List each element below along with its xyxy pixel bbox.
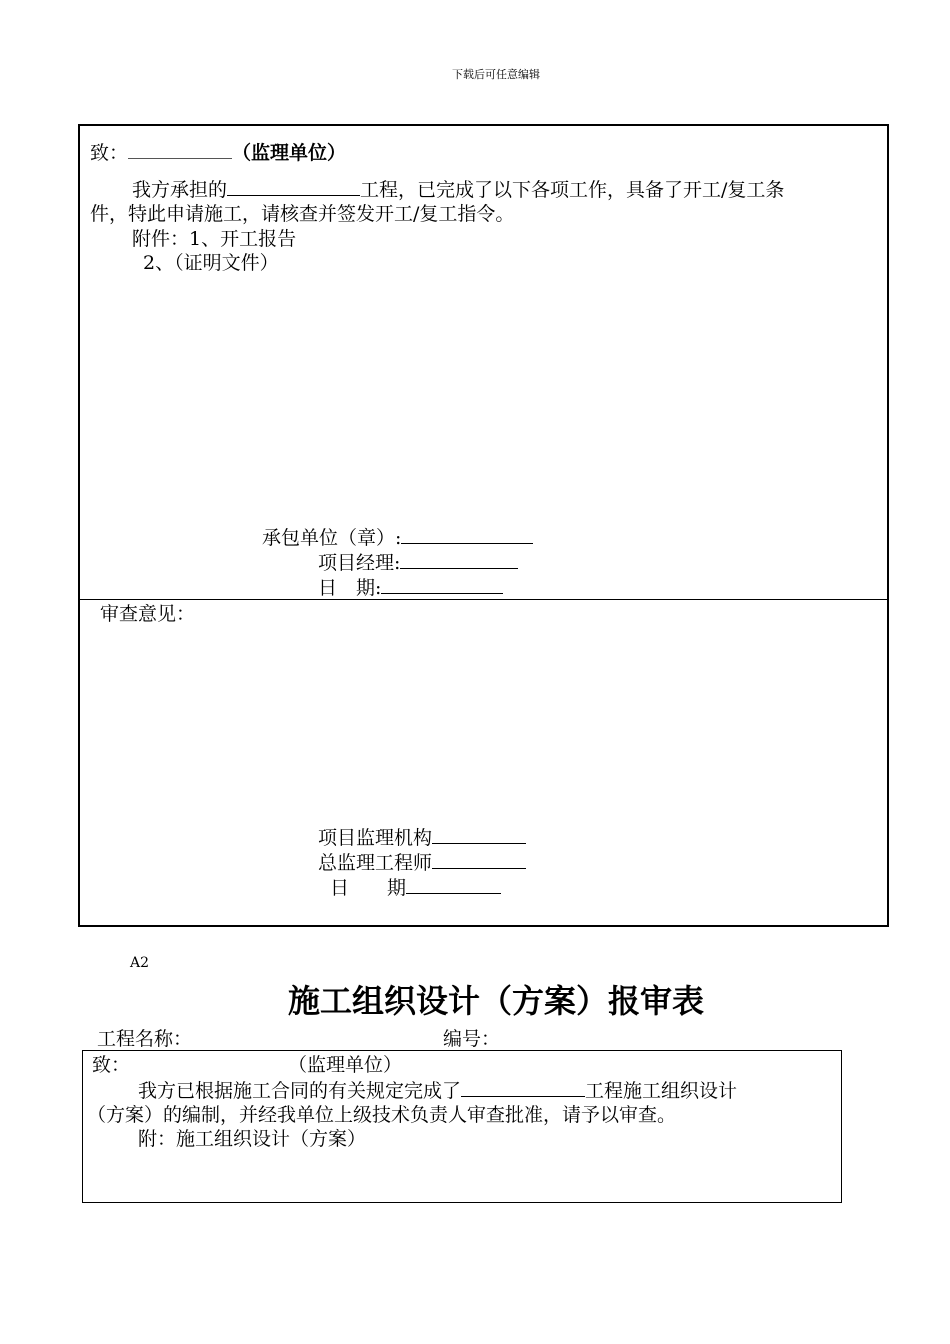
form2-project-blank[interactable] xyxy=(461,1078,585,1097)
form-title: 施工组织设计（方案）报审表 xyxy=(287,982,704,1020)
form-code: A2 xyxy=(130,955,150,971)
to-line xyxy=(90,140,346,165)
date-line xyxy=(318,575,503,600)
supervision-org-label: 项目监理机构 xyxy=(318,827,433,849)
body-text-b: 工程，已完成了以下各项工作，具备了开工/复工条 xyxy=(360,179,785,201)
review-date-label: 日 期 xyxy=(330,877,407,899)
form2-to-unit: （监理单位） xyxy=(288,1054,403,1076)
supervision-org-line xyxy=(318,825,526,850)
manager-blank[interactable] xyxy=(400,550,518,569)
to-label: 致： xyxy=(90,142,129,164)
chief-engineer-line xyxy=(318,850,526,875)
manager-line xyxy=(318,550,518,575)
form2-to-label: 致： xyxy=(92,1054,131,1076)
review-date-line xyxy=(330,875,501,900)
review-label: 审查意见： xyxy=(100,603,196,625)
form2-body-a: 我方已根据施工合同的有关规定完成了 xyxy=(138,1080,462,1102)
body-line-1 xyxy=(132,177,784,202)
header-note: 下载后可任意编辑 xyxy=(452,68,540,81)
contractor-line xyxy=(262,525,533,550)
date-label: 日 期: xyxy=(318,577,382,599)
chief-engineer-label: 总监理工程师 xyxy=(318,852,433,874)
form2-body-b: 工程施工组织设计 xyxy=(585,1080,738,1102)
number-label: 编号： xyxy=(443,1028,501,1050)
to-unit-blank[interactable] xyxy=(128,140,232,159)
contractor-label: 承包单位（章）: xyxy=(262,527,402,549)
manager-label: 项目经理: xyxy=(318,552,401,574)
date-blank[interactable] xyxy=(381,575,503,594)
body-text-a: 我方承担的 xyxy=(132,179,228,201)
supervision-org-blank[interactable] xyxy=(432,825,526,844)
attachment-2: 2、（证明文件） xyxy=(143,252,279,274)
contractor-blank[interactable] xyxy=(401,525,533,544)
project-name-label: 工程名称： xyxy=(97,1028,193,1050)
review-date-blank[interactable] xyxy=(406,875,501,894)
to-unit-label: （监理单位） xyxy=(232,142,347,164)
form2-body-line-1 xyxy=(138,1078,737,1103)
chief-engineer-blank[interactable] xyxy=(432,850,526,869)
form2-attachment: 附：施工组织设计（方案） xyxy=(138,1128,367,1150)
body-line-2: 件，特此申请施工，请核查并签发开工/复工指令。 xyxy=(90,203,515,225)
attachment-1: 附件：1、开工报告 xyxy=(132,228,297,250)
form2-body-line-2: （方案）的编制，并经我单位上级技术负责人审查批准，请予以审查。 xyxy=(87,1104,677,1126)
project-name-blank[interactable] xyxy=(227,177,360,196)
